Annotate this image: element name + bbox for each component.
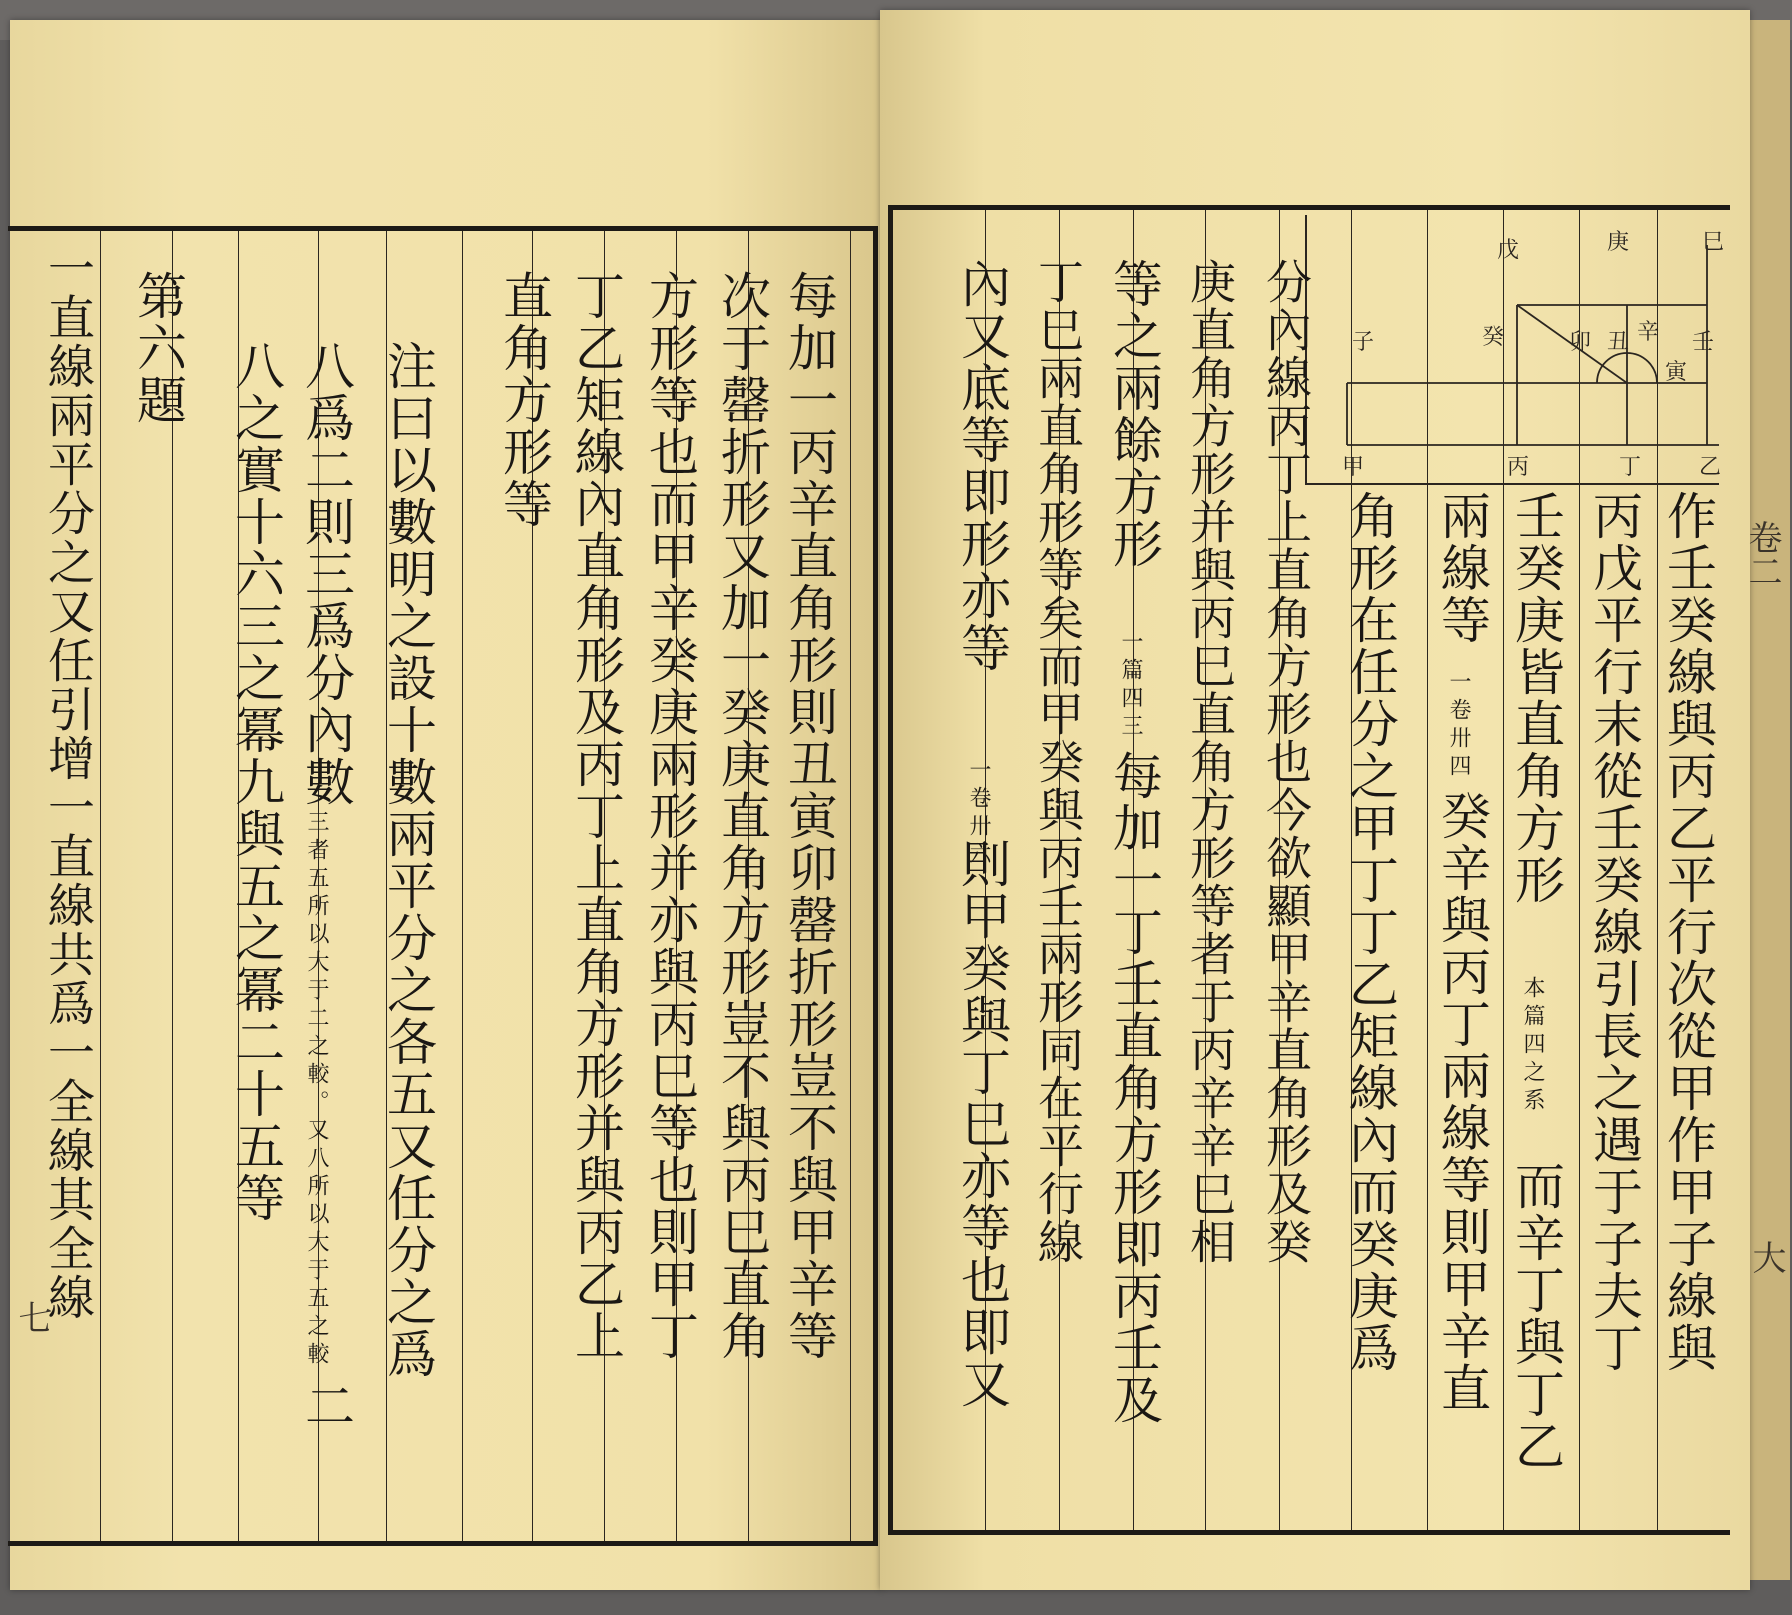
label-yin: 寅 [1665,360,1688,385]
text-column: 作壬癸線與丙乙平行次從甲作甲子線與 [1659,490,1717,1374]
text-column-with-note [296,340,366,1540]
text-main: 壬癸庚皆直角方形 [1507,490,1565,906]
label-geng: 庚 [1607,230,1630,255]
text-column-with-note [1432,490,1502,1530]
label-ding: 丁 [1619,455,1642,480]
text-column: 次于罄折形又加一癸庚直角方形豈不與丙巳直角 [713,270,771,1362]
text-column: 注曰以數明之設十數兩平分之各五又任分之爲 [379,340,437,1380]
label-wu: 戊 [1497,238,1520,263]
text-column: 分內線丙丁上直角方形也今欲顯甲辛直角形及癸 [1259,258,1313,1266]
text-main: 內又底等即形亦等 [953,258,1011,674]
label-yi: 乙 [1699,455,1722,480]
text-column: 角形在任分之甲丁丁乙矩線內而癸庚爲 [1341,490,1399,1374]
annotation-note: 一篇四三 [1118,630,1143,742]
annotation-note: 本篇四之系 [1520,976,1545,1116]
text-main: 八爲二則三爲分內數 [297,340,355,808]
text-column: 每加一丙辛直角形則丑寅卯罄折形豈不與甲辛等 [780,270,838,1362]
text-after-note: 則甲癸與丁巳亦等也即又 [953,838,1011,1410]
text-column-with-note [952,258,1022,1528]
text-column-with-note [1104,258,1174,1528]
label-chou: 丑 [1607,330,1630,355]
label-jia: 甲 [1342,455,1365,480]
label-xin: 辛 [1637,320,1660,345]
text-after-note: 每加一丁壬直角方形即丙壬及 [1105,750,1163,1426]
geometry-diagram [1305,215,1725,485]
text-main: 等之兩餘方形 [1105,258,1163,570]
text-column: 方形等也而甲辛癸庚兩形并亦與丙巳等也則甲丁 [641,270,699,1362]
column-rule [100,231,173,1541]
text-after-note: 二 [297,1380,355,1432]
text-column: 丁乙矩線內直角形及丙丁上直角方形并與丙乙上 [567,270,625,1362]
page-edge [1750,20,1790,1580]
text-column: 庚直角方形并與丙巳直角方形等者于丙辛辛巳相 [1183,258,1237,1266]
text-main: 兩線等 [1433,490,1491,646]
label-si: 巳 [1702,230,1725,255]
text-column: 丙戊平行末從壬癸線引長之遇于子夫丁 [1585,490,1643,1374]
annotation-note: 一卷卅四 [1446,670,1471,782]
label-ren: 壬 [1692,330,1715,355]
label-bing: 丙 [1507,455,1530,480]
text-column: 直角方形等 [495,270,553,530]
text-after-note: 而辛丁與丁乙 [1507,1160,1565,1472]
label-zi: 子 [1352,330,1375,355]
label-gui: 癸 [1482,325,1505,350]
chapter-label: 卷二 [1742,520,1782,588]
annotation-note: 一卷卅六 [966,758,991,870]
text-after-note: 癸辛與丙丁兩線等則甲辛直 [1433,790,1491,1414]
proposition-title: 第六題 [129,270,187,426]
annotation-note: 三者五所以大于二之較。又八所以大于五之較 [304,810,329,1370]
text-column: 一直線兩平分之又任引增一直線共爲一全線其全線 [40,244,95,1322]
text-column: 八之實十六三之冪九與五之冪二十五等 [227,340,285,1224]
text-column: 丁巳兩直角形等矣而甲癸與丙壬兩形同在平行線 [1031,258,1085,1266]
folio-number: 大 [1746,1240,1786,1274]
text-column-with-note [1506,490,1576,1530]
label-mao: 卯 [1569,330,1592,355]
folio-number: 七 [12,1300,52,1334]
